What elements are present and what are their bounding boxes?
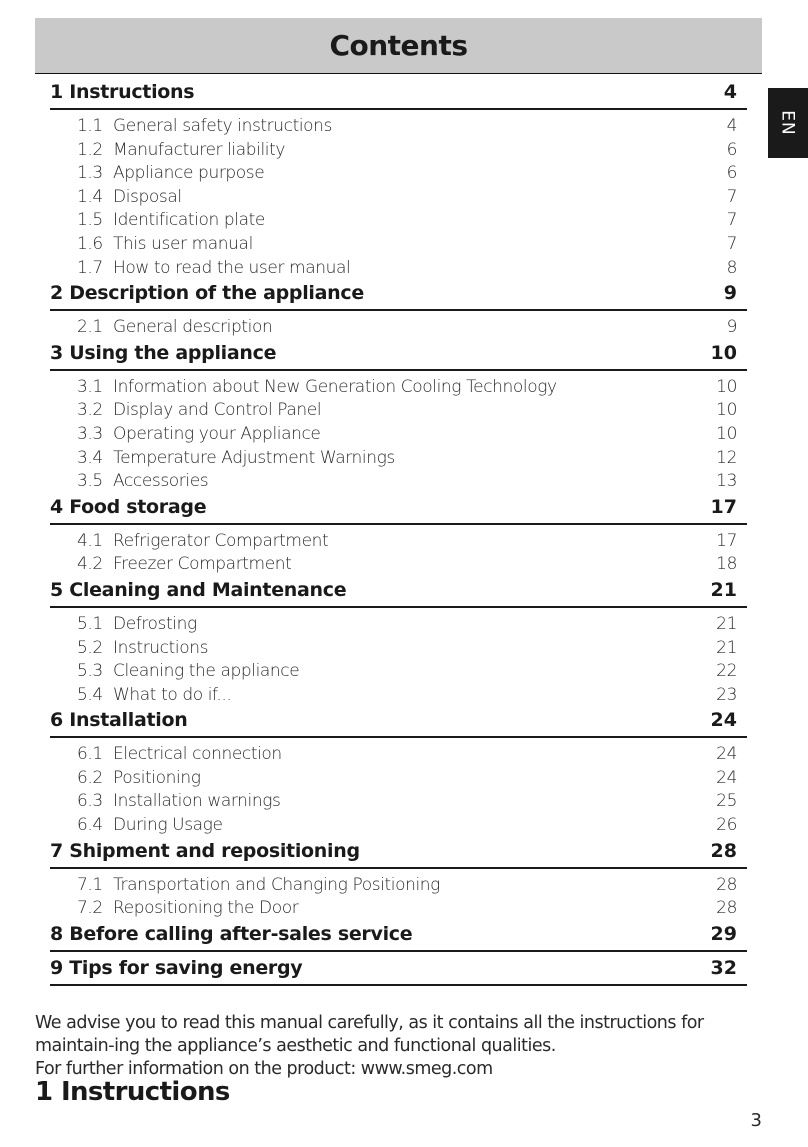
- toc-section-label: 1 Instructions: [50, 81, 195, 103]
- toc-subsection-title: [77, 399, 321, 423]
- toc-subsection-number: 1.3: [77, 163, 103, 184]
- toc-subsection-title: [77, 115, 332, 139]
- toc-subsection-page: 21: [716, 637, 737, 658]
- contents-header: [35, 18, 762, 74]
- toc-subsection-page: 7: [726, 210, 737, 231]
- toc-subsection[interactable]: [52, 233, 747, 257]
- toc-subsection-page: 10: [716, 400, 737, 421]
- toc-subsection-title: [77, 233, 253, 257]
- toc-section-label: 4 Food storage: [50, 495, 207, 518]
- toc-section[interactable]: [50, 494, 747, 525]
- toc-subsection-page: 10: [716, 376, 737, 397]
- toc-subsection-number: 3.3: [77, 423, 103, 444]
- toc-subsection[interactable]: [52, 613, 747, 637]
- toc-subsection[interactable]: [52, 399, 747, 423]
- language-label: EN: [778, 110, 798, 136]
- toc-subsection[interactable]: [52, 447, 747, 471]
- toc-subsection-title: [77, 470, 208, 494]
- toc-subsection-title: [77, 660, 299, 684]
- toc-subsection-number: 1.7: [77, 257, 103, 278]
- page-title: Contents: [329, 29, 468, 62]
- intro-text: [35, 1012, 750, 1081]
- toc-subsection-number: 2.1: [77, 317, 103, 338]
- toc-subsection[interactable]: [52, 186, 747, 210]
- toc-subsection[interactable]: [52, 316, 747, 340]
- toc-subsection-label: General description: [113, 317, 273, 338]
- toc-subsection[interactable]: [52, 530, 747, 554]
- toc-subsection-label: Defrosting: [113, 613, 197, 634]
- toc-subsection-title: [77, 874, 440, 898]
- toc-subsection-number: 4.2: [77, 554, 103, 575]
- toc-subsection-title: [77, 530, 328, 554]
- toc-subsection[interactable]: [52, 115, 747, 139]
- toc-subsection-page: 26: [716, 815, 737, 836]
- toc-subsection-label: Freezer Compartment: [113, 554, 292, 575]
- toc-subsection[interactable]: [52, 637, 747, 661]
- toc-subsection-page: 25: [716, 791, 737, 812]
- toc-section[interactable]: [50, 577, 747, 608]
- page-number: 3: [750, 1110, 762, 1131]
- toc-subsection-page: 6: [726, 163, 737, 184]
- toc-section[interactable]: [50, 707, 747, 738]
- toc-subsection-number: 4.1: [77, 530, 103, 551]
- toc-subsection-title: [77, 423, 321, 447]
- toc-subsection-label: General safety instructions: [113, 116, 332, 136]
- toc-section[interactable]: [50, 955, 747, 986]
- toc-subsection-number: 7.1: [77, 874, 103, 895]
- toc-section-label: 9 Tips for saving energy: [50, 956, 303, 979]
- toc-subsection-label: Operating your Appliance: [113, 423, 321, 444]
- toc-subsection-label: Appliance purpose: [113, 163, 265, 184]
- toc-subsection-label: During Usage: [113, 815, 223, 836]
- toc-subsection-title: [77, 257, 350, 281]
- toc-subsection-number: 3.5: [77, 471, 103, 492]
- toc-section-page: 21: [710, 578, 737, 601]
- intro-website-line: For further information on the product: www.smeg.com: [35, 1059, 493, 1079]
- toc-subsection-page: 24: [716, 767, 737, 788]
- toc-subsection-number: 1.6: [77, 233, 103, 254]
- toc-subsection-page: 4: [726, 116, 737, 136]
- toc-subsection-title: [77, 613, 197, 637]
- toc-subsection-label: What to do if...: [113, 684, 232, 705]
- toc-subsection[interactable]: [52, 209, 747, 233]
- toc-subsection[interactable]: [52, 814, 747, 838]
- toc-subsection-number: 5.3: [77, 661, 103, 682]
- toc-section[interactable]: [50, 79, 747, 110]
- toc-subsection-page: 18: [716, 554, 737, 575]
- toc-subsection[interactable]: [52, 423, 747, 447]
- toc-subsection-title: [77, 553, 291, 577]
- toc-subsection-number: 7.2: [77, 898, 103, 919]
- toc-subsection-page: 7: [726, 233, 737, 254]
- toc-section[interactable]: [50, 921, 747, 952]
- toc-subsection-title: [77, 316, 272, 340]
- toc-section-page: 4: [723, 81, 737, 103]
- toc-subsection-label: Accessories: [113, 471, 209, 492]
- toc-subsection-label: Refrigerator Compartment: [113, 530, 329, 551]
- toc-section-page: 10: [710, 341, 737, 364]
- toc-subsection-title: [77, 139, 285, 163]
- toc-subsection-number: 3.4: [77, 447, 103, 468]
- toc-subsection[interactable]: [52, 767, 747, 791]
- toc-section-page: 24: [710, 709, 737, 732]
- toc-subsection-number: 3.2: [77, 400, 103, 421]
- toc-subsection[interactable]: [52, 684, 747, 708]
- intro-paragraph: We advise you to read this manual carefully, as it contains all the instructions for maintain-ing the appliance’s aesthetic and functional qualities.: [35, 1013, 704, 1056]
- toc-subsection-title: [77, 637, 208, 661]
- toc-section-label: 2 Description of the appliance: [50, 282, 364, 305]
- toc-subsection-title: [77, 684, 231, 708]
- toc-subsection[interactable]: [52, 376, 747, 400]
- toc-subsection-label: Instructions: [113, 637, 209, 658]
- toc-section-label: 5 Cleaning and Maintenance: [50, 578, 347, 601]
- toc-section[interactable]: [50, 280, 747, 311]
- toc-subsection[interactable]: [52, 874, 747, 898]
- toc-subsection-number: 5.4: [77, 684, 103, 705]
- language-tab: [768, 88, 808, 158]
- toc-subsection-title: [77, 186, 182, 210]
- toc-subsection-title: [77, 162, 264, 186]
- toc-subsection-number: 5.1: [77, 613, 103, 634]
- toc-subsection-label: Electrical connection: [113, 744, 282, 765]
- toc-subsection-page: 9: [726, 317, 737, 338]
- toc-section-page: 17: [710, 495, 737, 518]
- toc-section-label: 6 Installation: [50, 709, 188, 732]
- toc-subsection-number: 6.3: [77, 791, 103, 812]
- toc-section[interactable]: [50, 838, 747, 869]
- toc-subsection-label: Disposal: [113, 186, 182, 207]
- toc-subsection-number: 6.2: [77, 767, 103, 788]
- toc-section-page: 32: [710, 956, 737, 979]
- toc-subsection[interactable]: [52, 162, 747, 186]
- toc-section-page: 9: [723, 282, 737, 305]
- toc-subsection-number: 3.1: [77, 376, 103, 397]
- toc-section-page: 29: [710, 922, 737, 945]
- toc-section-label: 7 Shipment and repositioning: [50, 839, 360, 862]
- toc-subsection-page: 13: [716, 471, 737, 492]
- toc-subsection-page: 8: [726, 257, 737, 278]
- toc-subsection-label: Installation warnings: [113, 791, 281, 812]
- toc-subsection-label: Temperature Adjustment Warnings: [113, 447, 395, 468]
- toc-subsection[interactable]: [52, 743, 747, 767]
- toc-subsection-page: 28: [716, 898, 737, 919]
- toc-subsection[interactable]: [52, 897, 747, 921]
- toc-subsection-label: Positioning: [113, 767, 201, 788]
- toc-subsection[interactable]: [52, 553, 747, 577]
- toc-subsection-title: [77, 447, 395, 471]
- toc-section-label: 3 Using the appliance: [50, 341, 277, 364]
- toc-subsection-title: [77, 743, 282, 767]
- toc-subsection-title: [77, 897, 298, 921]
- toc-subsection-page: 7: [726, 186, 737, 207]
- toc-subsection[interactable]: [52, 470, 747, 494]
- toc-subsection-number: 1.5: [77, 210, 103, 231]
- toc-subsection-number: 1.1: [77, 116, 103, 136]
- toc-subsection-label: Cleaning the appliance: [113, 661, 300, 682]
- toc-subsection-page: 28: [716, 874, 737, 895]
- toc-subsection-label: How to read the user manual: [113, 257, 351, 278]
- toc-subsection-title: [77, 209, 265, 233]
- table-of-contents: [52, 79, 747, 989]
- toc-subsection-page: 21: [716, 613, 737, 634]
- toc-subsection-label: This user manual: [113, 233, 253, 254]
- toc-subsection[interactable]: [52, 139, 747, 163]
- toc-subsection-page: 22: [716, 661, 737, 682]
- toc-section[interactable]: [50, 340, 747, 371]
- toc-subsection-page: 23: [716, 684, 737, 705]
- toc-subsection-label: Repositioning the Door: [113, 898, 299, 919]
- toc-subsection-number: 5.2: [77, 637, 103, 658]
- section-heading: 1 Instructions: [35, 1077, 230, 1107]
- toc-section-page: 28: [710, 839, 737, 862]
- toc-subsection-label: Information about New Generation Cooling Technology: [113, 376, 557, 397]
- toc-subsection-page: 17: [716, 530, 737, 551]
- toc-subsection-number: 1.2: [77, 139, 103, 160]
- toc-section-label: 8 Before calling after-sales service: [50, 922, 413, 945]
- toc-subsection-page: 12: [716, 447, 737, 468]
- toc-subsection-title: [77, 790, 281, 814]
- toc-subsection-page: 10: [716, 423, 737, 444]
- toc-subsection-page: 6: [726, 139, 737, 160]
- toc-subsection-title: [77, 767, 201, 791]
- toc-subsection-label: Manufacturer liability: [113, 139, 286, 160]
- toc-subsection-page: 24: [716, 744, 737, 765]
- toc-subsection-title: [77, 814, 223, 838]
- toc-subsection[interactable]: [52, 660, 747, 684]
- toc-subsection-number: 6.1: [77, 744, 103, 765]
- toc-subsection-label: Display and Control Panel: [113, 400, 322, 421]
- toc-subsection[interactable]: [52, 257, 747, 281]
- toc-subsection-label: Transportation and Changing Positioning: [113, 874, 440, 895]
- toc-subsection-number: 6.4: [77, 815, 103, 836]
- toc-subsection-number: 1.4: [77, 186, 103, 207]
- toc-subsection-label: Identification plate: [113, 210, 265, 231]
- toc-subsection[interactable]: [52, 790, 747, 814]
- toc-subsection-title: [77, 376, 557, 400]
